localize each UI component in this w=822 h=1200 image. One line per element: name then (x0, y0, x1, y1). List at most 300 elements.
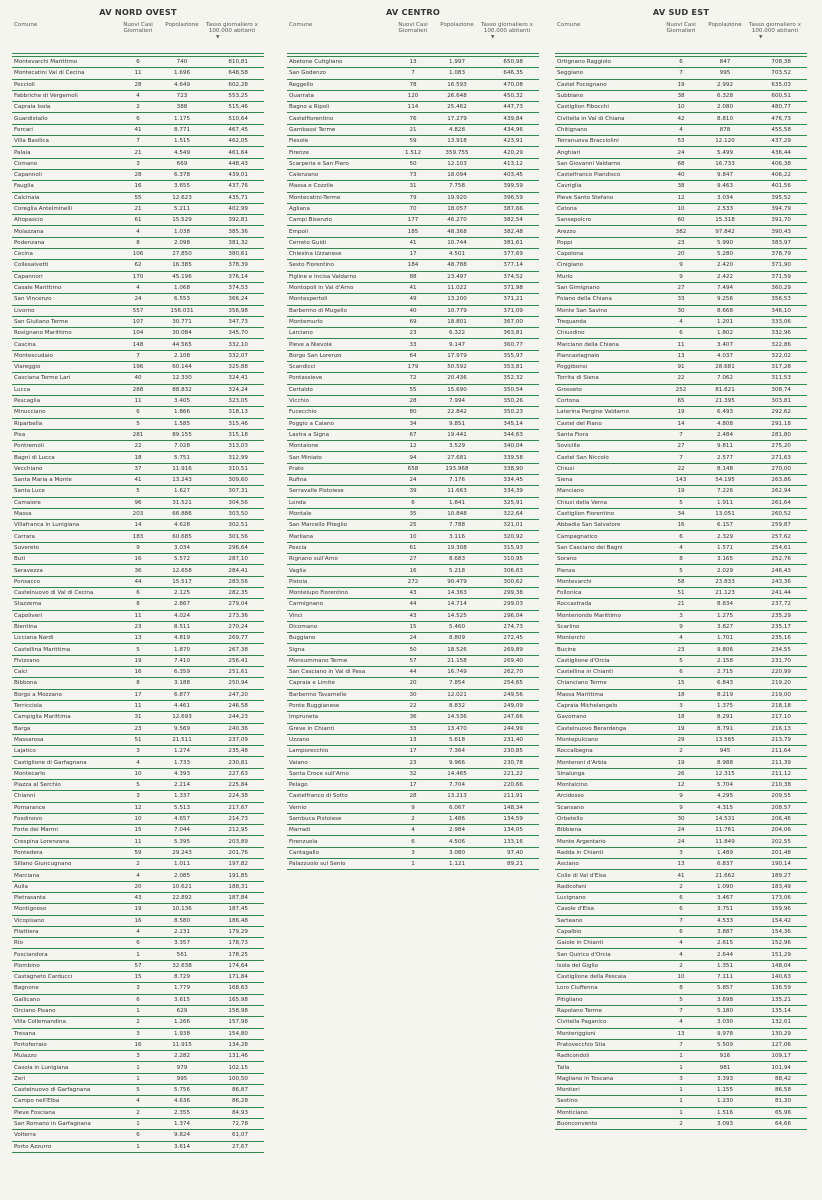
cell-comune: Agliana (289, 206, 310, 212)
table-row (555, 916, 807, 927)
cell-popolazione: 8.668 (716, 307, 733, 314)
cell-nuovi-casi: 9 (679, 273, 683, 280)
cell-comune: Casale Marittimo (14, 285, 62, 292)
cell-tasso: 315,46 (228, 420, 248, 427)
cell-nuovi-casi: 28 (409, 398, 417, 405)
sort-desc-icon[interactable]: ▼ (491, 34, 495, 40)
cell-popolazione: 1.275 (716, 612, 733, 619)
header-nuovi-casi[interactable]: Nuovi Casi Giornalieri (123, 22, 153, 35)
cell-nuovi-casi: 1 (679, 1098, 683, 1105)
cell-tasso: 213,79 (771, 736, 791, 743)
cell-tasso: 324,41 (228, 375, 248, 382)
table-av-nord-ovest (12, 0, 264, 1153)
table-row (12, 102, 264, 113)
table-row (12, 949, 264, 960)
cell-nuovi-casi: 17 (134, 691, 142, 698)
cell-tasso: 272,45 (503, 635, 523, 642)
table-row (555, 938, 807, 949)
table-row (12, 283, 264, 294)
cell-popolazione: 66.886 (172, 511, 192, 518)
cell-popolazione: 1.375 (716, 703, 733, 710)
cell-popolazione: 4.649 (173, 81, 190, 88)
cell-tasso: 325,88 (228, 364, 248, 371)
cell-tasso: 455,58 (771, 126, 791, 133)
table-row (555, 373, 807, 384)
cell-comune: Pitigliano (557, 996, 583, 1003)
cell-tasso: 241,44 (771, 590, 791, 597)
cell-popolazione: 3.698 (716, 996, 733, 1003)
cell-nuovi-casi: 88 (409, 273, 417, 280)
cell-tasso: 635,03 (771, 81, 791, 88)
cell-tasso: 189,27 (771, 872, 791, 879)
cell-tasso: 324,24 (228, 386, 248, 393)
cell-tasso: 249,09 (503, 703, 523, 710)
cell-comune: Volterra (14, 1132, 36, 1139)
header-tasso[interactable] (204, 22, 260, 41)
table-av-sud-est (555, 0, 807, 1130)
cell-nuovi-casi: 17 (409, 251, 417, 258)
cell-comune: Sillano Giuncugnano (14, 861, 72, 868)
cell-nuovi-casi: 23 (134, 725, 142, 732)
cell-nuovi-casi: 5 (679, 499, 683, 506)
cell-tasso: 334,45 (503, 477, 523, 484)
cell-nuovi-casi: 3 (679, 703, 683, 710)
cell-popolazione: 1.911 (716, 499, 733, 506)
header-tasso[interactable] (479, 22, 535, 41)
cell-comune: Bagni di Lucca (14, 454, 55, 461)
sort-desc-icon[interactable]: ▼ (759, 34, 763, 40)
cell-comune: Montignoso (14, 906, 47, 913)
table-row (555, 949, 807, 960)
cell-comune: Castelnuovo Berardenga (557, 725, 627, 732)
cell-nuovi-casi: 6 (411, 838, 415, 845)
table-row (12, 147, 264, 158)
cell-tasso: 476,73 (771, 115, 791, 122)
cell-tasso: 345,14 (503, 420, 523, 427)
table-row (555, 317, 807, 328)
cell-popolazione: 17.279 (447, 115, 467, 122)
cell-comune: Sarteano (557, 917, 583, 924)
cell-popolazione: 8.580 (173, 917, 190, 924)
cell-comune: Fucecchio (289, 409, 317, 416)
cell-tasso: 216,13 (771, 725, 791, 732)
cell-tasso: 650,98 (503, 59, 523, 66)
cell-comune: Colle di Val d'Elsa (557, 872, 607, 879)
cell-tasso: 183,49 (771, 883, 791, 890)
cell-comune: Barberino di Mugello (289, 307, 347, 314)
cell-tasso: 187,84 (228, 895, 248, 902)
cell-popolazione: 8.834 (716, 601, 733, 608)
cell-tasso: 244,99 (503, 725, 523, 732)
table-row (12, 1074, 264, 1085)
cell-nuovi-casi: 40 (677, 172, 685, 179)
cell-popolazione: 561 (176, 951, 188, 958)
cell-popolazione: 2.577 (716, 454, 733, 461)
cell-comune: Campagnatico (557, 533, 598, 540)
header-popolazione[interactable]: Popolazione (165, 22, 199, 28)
cell-comune: Pienza (557, 567, 576, 574)
cell-comune: Gambassi Terme (289, 126, 336, 133)
cell-comune: Chiusdino (557, 330, 585, 337)
cell-nuovi-casi: 50 (409, 646, 417, 653)
cell-popolazione: 4.636 (173, 1098, 190, 1105)
cell-nuovi-casi: 6 (679, 669, 683, 676)
table-row (287, 633, 539, 644)
cell-comune: Montelupo Fiorentino (289, 590, 348, 597)
cell-popolazione: 847 (719, 59, 731, 66)
cell-tasso: 235,17 (771, 623, 791, 630)
table-row (555, 690, 807, 701)
cell-comune: Buggiano (289, 635, 316, 642)
cell-popolazione: 4.819 (173, 635, 190, 642)
cell-comune: Vinci (289, 612, 303, 619)
cell-tasso: 315,93 (503, 544, 523, 551)
table-row (555, 57, 807, 68)
table-body (12, 56, 264, 1153)
table-row (555, 644, 807, 655)
table-row (287, 136, 539, 147)
cell-tasso: 378,39 (228, 262, 248, 269)
cell-comune: Cetona (557, 206, 577, 212)
cell-tasso: 220,66 (503, 782, 523, 789)
header-nuovi-casi[interactable]: Nuovi Casi Giornalieri (666, 22, 696, 35)
cell-popolazione: 29.243 (172, 849, 192, 856)
header-tasso-label: Tasso giornaliero x 100.000 abitanti (206, 22, 258, 35)
cell-tasso: 135,14 (771, 1008, 791, 1015)
cell-nuovi-casi: 3 (136, 985, 140, 992)
cell-tasso: 356,98 (228, 307, 248, 314)
cell-tasso: 299,03 (503, 601, 523, 608)
cell-popolazione: 1.696 (173, 70, 190, 77)
cell-nuovi-casi: 41 (409, 285, 417, 292)
cell-comune: Orbetello (557, 816, 583, 823)
cell-comune: Pieve Santo Stefano (557, 194, 614, 201)
cell-comune: Castelnuovo di Garfagnana (14, 1087, 91, 1094)
cell-comune: Castiglione di Garfagnana (14, 759, 87, 766)
table-row (12, 181, 264, 192)
table-row (12, 656, 264, 667)
cell-tasso: 360,29 (771, 285, 791, 292)
table-row (12, 193, 264, 204)
cell-tasso: 377,14 (503, 262, 523, 269)
cell-tasso: 211,91 (503, 793, 523, 800)
cell-popolazione: 10.621 (172, 883, 192, 890)
table-row (555, 859, 807, 870)
cell-comune: Montopoli in Val d'Arno (289, 285, 354, 292)
cell-nuovi-casi: 18 (134, 454, 142, 461)
cell-comune: Crespina Lorenzana (14, 838, 70, 845)
cell-comune: Siena (557, 477, 573, 484)
cell-popolazione: 89.155 (172, 431, 192, 438)
cell-comune: Calenzano (289, 172, 319, 179)
table-row (555, 577, 807, 588)
cell-popolazione: 1.155 (716, 1087, 733, 1094)
cell-tasso: 399,59 (503, 183, 523, 190)
cell-nuovi-casi: 12 (134, 804, 142, 811)
cell-tasso: 420,29 (503, 149, 523, 156)
cell-tasso: 173,06 (771, 895, 791, 902)
header-tasso[interactable] (747, 22, 803, 41)
table-row (12, 904, 264, 915)
cell-comune: Sansepolcro (557, 217, 592, 224)
table-row (555, 475, 807, 486)
table-row (555, 385, 807, 396)
cell-tasso: 191,85 (228, 872, 248, 879)
cell-tasso: 178,73 (228, 940, 248, 947)
cell-nuovi-casi: 4 (679, 940, 683, 947)
cell-nuovi-casi: 49 (409, 296, 417, 303)
cell-tasso: 230,81 (228, 759, 248, 766)
cell-popolazione: 7.226 (716, 488, 733, 495)
cell-tasso: 127,06 (771, 1041, 791, 1048)
table-row (12, 272, 264, 283)
cell-tasso: 247,66 (503, 714, 523, 721)
table-row (555, 339, 807, 350)
cell-comune: Seravezza (14, 567, 43, 574)
cell-tasso: 217,67 (228, 804, 248, 811)
table-row (287, 588, 539, 599)
cell-tasso: 97,40 (506, 849, 523, 856)
cell-popolazione: 4.657 (173, 816, 190, 823)
cell-comune: Massa Marittima (557, 691, 604, 698)
table-row (12, 916, 264, 927)
cell-tasso: 86,87 (231, 1087, 248, 1094)
cell-tasso: 553,25 (228, 93, 248, 100)
cell-nuovi-casi: 11 (677, 341, 685, 348)
cell-tasso: 353,81 (503, 364, 523, 371)
cell-popolazione: 9.806 (716, 646, 733, 653)
cell-nuovi-casi: 2 (679, 748, 683, 755)
cell-nuovi-casi: 38 (677, 183, 685, 190)
cell-popolazione: 1.175 (173, 115, 190, 122)
cell-popolazione: 4.628 (173, 522, 190, 529)
cell-nuovi-casi: 55 (409, 386, 417, 393)
cell-nuovi-casi: 43 (134, 895, 142, 902)
table-row (12, 1006, 264, 1017)
table-row (287, 385, 539, 396)
cell-tasso: 363,81 (503, 330, 523, 337)
cell-comune: San Godenzo (289, 70, 326, 77)
cell-nuovi-casi: 5 (679, 567, 683, 574)
table-row (287, 464, 539, 475)
cell-nuovi-casi: 26 (677, 770, 685, 777)
cell-popolazione: 19.308 (447, 544, 467, 551)
table-row (12, 68, 264, 79)
table-row (555, 272, 807, 283)
cell-popolazione: 5.572 (173, 556, 190, 563)
cell-comune: Montevarchi (557, 578, 592, 585)
cell-comune: Gaiole in Chianti (557, 940, 604, 947)
cell-nuovi-casi: 185 (407, 228, 419, 235)
table-row (287, 339, 539, 350)
cell-tasso: 262,70 (503, 669, 523, 676)
cell-tasso: 214,73 (228, 816, 248, 823)
cell-comune: Palaia (14, 149, 31, 156)
cell-comune: Impruneta (289, 714, 319, 721)
cell-popolazione: 44.565 (172, 341, 192, 348)
cell-comune: Portoferraio (14, 1041, 47, 1048)
cell-comune: Monteroni d'Arbia (557, 759, 607, 766)
cell-tasso: 390,43 (771, 228, 791, 235)
cell-tasso: 461,64 (228, 149, 248, 156)
cell-nuovi-casi: 10 (134, 816, 142, 823)
cell-popolazione: 81.621 (715, 386, 735, 393)
sort-desc-icon[interactable]: ▼ (216, 34, 220, 40)
cell-comune: Bagno a Ripoli (289, 104, 330, 111)
cell-comune: Firenzuola (289, 838, 318, 845)
table-row (555, 441, 807, 452)
cell-comune: Altopascio (14, 217, 43, 224)
cell-nuovi-casi: 1 (136, 1075, 140, 1082)
cell-nuovi-casi: 22 (677, 465, 685, 472)
cell-popolazione: 10.779 (447, 307, 467, 314)
cell-nuovi-casi: 22 (134, 443, 142, 450)
cell-popolazione: 12.623 (172, 194, 192, 201)
cell-tasso: 197,82 (228, 861, 248, 868)
table-row (555, 667, 807, 678)
table-row (555, 1085, 807, 1096)
table-row (555, 543, 807, 554)
cell-comune: Filattiera (14, 929, 39, 935)
cell-comune: Fivizzano (14, 657, 40, 664)
cell-tasso: 307,31 (228, 488, 248, 495)
cell-tasso: 344,63 (503, 431, 523, 438)
table-row (12, 690, 264, 701)
table-row (555, 159, 807, 170)
cell-tasso: 318,13 (228, 409, 248, 416)
cell-tasso: 320,92 (503, 533, 523, 540)
table-row (287, 746, 539, 757)
header-comune[interactable]: Comune (557, 22, 581, 28)
cell-comune: Prato (289, 465, 304, 472)
cell-popolazione: 7.044 (173, 827, 190, 834)
cell-comune: Sambuca Pistoiese (289, 816, 342, 823)
table-row (555, 1029, 807, 1040)
cell-popolazione: 54.195 (715, 477, 735, 484)
cell-nuovi-casi: 272 (407, 578, 419, 585)
table-row (12, 204, 264, 215)
cell-nuovi-casi: 58 (677, 578, 685, 585)
cell-popolazione: 4.315 (716, 804, 733, 811)
table-row (555, 735, 807, 746)
cell-nuovi-casi: 4 (136, 228, 140, 235)
cell-comune: Uzzano (289, 736, 310, 743)
cell-tasso: 259,87 (771, 522, 791, 529)
cell-comune: Fauglia (14, 183, 34, 190)
cell-popolazione: 11.915 (172, 1041, 192, 1048)
cell-comune: Quarrata (289, 93, 314, 100)
cell-comune: Greve in Chianti (289, 725, 335, 732)
cell-tasso: 246,43 (771, 567, 791, 574)
cell-tasso: 437,76 (228, 183, 248, 190)
table-row (12, 848, 264, 859)
cell-popolazione: 5.751 (173, 454, 190, 461)
cell-popolazione: 6.328 (716, 93, 733, 100)
table-row (287, 452, 539, 463)
cell-nuovi-casi: 43 (409, 612, 417, 619)
cell-tasso: 322,86 (771, 341, 791, 348)
cell-tasso: 381,61 (503, 239, 523, 246)
header-nuovi-casi[interactable]: Nuovi Casi Giornalieri (398, 22, 428, 35)
cell-nuovi-casi: 4 (679, 1019, 683, 1026)
cell-tasso: 140,63 (771, 974, 791, 981)
cell-popolazione: 17.979 (447, 352, 467, 359)
cell-comune: Scarlino (557, 623, 580, 630)
cell-comune: Civitella in Val di Chiana (557, 115, 625, 122)
cell-tasso: 171,84 (228, 974, 248, 981)
cell-nuovi-casi: 43 (409, 590, 417, 597)
cell-comune: Certaldo (289, 386, 313, 393)
table-row (555, 1017, 807, 1028)
table-row (555, 701, 807, 712)
table-row (555, 927, 807, 938)
table-row (555, 882, 807, 893)
cell-popolazione: 193.968 (445, 465, 469, 472)
cell-tasso: 300,62 (503, 578, 523, 585)
table-row (287, 656, 539, 667)
cell-comune: Castagneto Carducci (14, 974, 73, 981)
cell-tasso: 332,96 (771, 330, 791, 337)
cell-popolazione: 995 (719, 70, 731, 77)
cell-comune: Capannori (14, 273, 43, 280)
table-row (555, 362, 807, 373)
header-comune[interactable]: Comune (289, 22, 313, 28)
header-popolazione[interactable]: Popolazione (440, 22, 474, 28)
table-row (555, 1040, 807, 1051)
cell-tasso: 134,28 (228, 1041, 248, 1048)
cell-comune: Marciana (14, 872, 40, 879)
cell-tasso: 334,39 (503, 488, 523, 495)
cell-popolazione: 7.028 (173, 443, 190, 450)
cell-comune: Vicopisano (14, 917, 45, 924)
cell-nuovi-casi: 1 (136, 1008, 140, 1015)
cell-comune: San Romano in Garfagnana (14, 1121, 91, 1128)
cell-popolazione: 5.211 (173, 206, 190, 212)
cell-popolazione: 5.990 (716, 239, 733, 246)
cell-popolazione: 2.125 (173, 590, 190, 597)
cell-comune: San Gimignano (557, 285, 600, 292)
cell-comune: Torrita di Siena (557, 375, 599, 382)
cell-popolazione: 4.295 (716, 793, 733, 800)
cell-nuovi-casi: 4 (136, 1098, 140, 1105)
cell-tasso: 371,09 (503, 307, 523, 314)
cell-nuovi-casi: 64 (409, 352, 417, 359)
cell-comune: Abbadia San Salvatore (557, 522, 621, 529)
header-comune[interactable]: Comune (14, 22, 38, 28)
cell-comune: Monte Argentario (557, 838, 606, 845)
cell-popolazione: 23.833 (715, 578, 735, 585)
cell-comune: Castel del Piano (557, 420, 602, 427)
cell-comune: Massarosa (14, 736, 44, 743)
cell-nuovi-casi: 27 (677, 443, 685, 450)
cell-tasso: 235,48 (228, 748, 248, 755)
cell-comune: Capraia e Limite (289, 680, 335, 687)
table-row (12, 961, 264, 972)
cell-comune: Pisa (14, 431, 26, 438)
cell-comune: Fiesole (289, 138, 309, 145)
cell-nuovi-casi: 6 (136, 59, 140, 66)
cell-comune: Vernio (289, 804, 307, 811)
cell-popolazione: 15.318 (715, 217, 735, 224)
cell-popolazione: 16.733 (715, 160, 735, 167)
table-row (555, 904, 807, 915)
cell-tasso: 201,76 (228, 849, 248, 856)
cell-popolazione: 8.148 (716, 465, 733, 472)
table-row (287, 102, 539, 113)
table-row (287, 351, 539, 362)
table-row (555, 995, 807, 1006)
header-popolazione[interactable]: Popolazione (708, 22, 742, 28)
